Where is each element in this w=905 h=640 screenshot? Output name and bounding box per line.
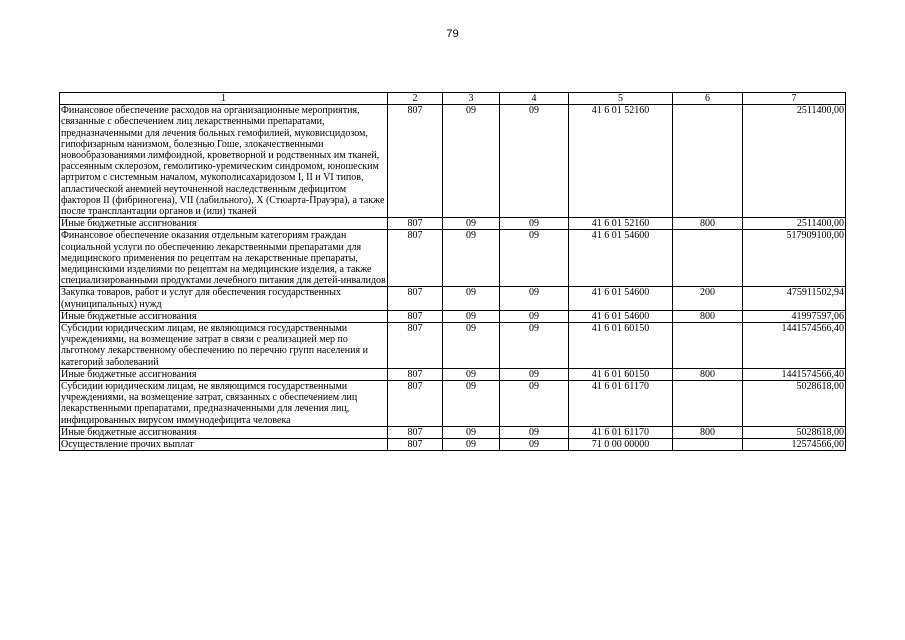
row-subsection-cell: 09 <box>500 218 569 230</box>
row-target-article-cell: 71 0 00 00000 <box>569 439 673 451</box>
row-name-cell: Закупка товаров, работ и услуг для обеспечения государственных (муниципальных) нужд <box>60 287 388 310</box>
row-amount-cell: 2511400,00 <box>743 105 846 218</box>
row-name-cell: Субсидии юридическим лицам, не являющимся государственными учреждениями, на возмещение затрат, связанных с обеспечением лиц лекарственными препаратами, предназначенными для лечения лиц, инфицированных вирусом иммунодефицита человека <box>60 381 388 427</box>
row-amount-cell: 5028618,00 <box>743 381 846 427</box>
row-subsection-cell: 09 <box>500 381 569 427</box>
row-target-article-cell: 41 6 01 52160 <box>569 105 673 218</box>
row-amount-cell: 12574566,00 <box>743 439 846 451</box>
row-target-article-cell: 41 6 01 54600 <box>569 230 673 287</box>
row-section-cell: 09 <box>443 310 500 322</box>
table-row <box>60 368 846 380</box>
table-row <box>60 310 846 322</box>
table-row <box>60 439 846 451</box>
row-expense-type-cell <box>673 323 743 369</box>
row-subsection-cell: 09 <box>500 230 569 287</box>
row-subsection-cell: 09 <box>500 287 569 310</box>
row-name-cell: Осуществление прочих выплат <box>60 439 388 451</box>
row-expense-type-cell: 800 <box>673 310 743 322</box>
table-row <box>60 287 846 310</box>
row-admin-code-cell: 807 <box>388 310 443 322</box>
row-target-article-cell: 41 6 01 60150 <box>569 323 673 369</box>
row-expense-type-cell: 800 <box>673 426 743 438</box>
page-number: 79 <box>446 28 459 40</box>
row-admin-code-cell: 807 <box>388 323 443 369</box>
table-row <box>60 218 846 230</box>
row-amount-cell: 517909100,00 <box>743 230 846 287</box>
row-subsection-cell: 09 <box>500 323 569 369</box>
row-expense-type-cell: 800 <box>673 218 743 230</box>
row-section-cell: 09 <box>443 426 500 438</box>
table-row <box>60 426 846 438</box>
row-section-cell: 09 <box>443 381 500 427</box>
row-expense-type-cell <box>673 105 743 218</box>
row-target-article-cell: 41 6 01 61170 <box>569 381 673 427</box>
row-subsection-cell: 09 <box>500 310 569 322</box>
table-header-row <box>60 93 846 105</box>
row-admin-code-cell: 807 <box>388 439 443 451</box>
row-admin-code-cell: 807 <box>388 230 443 287</box>
row-section-cell: 09 <box>443 218 500 230</box>
row-target-article-cell: 41 6 01 52160 <box>569 218 673 230</box>
row-name-cell: Иные бюджетные ассигнования <box>60 218 388 230</box>
row-target-article-cell: 41 6 01 54600 <box>569 287 673 310</box>
row-amount-cell: 5028618,00 <box>743 426 846 438</box>
row-amount-cell: 475911502,94 <box>743 287 846 310</box>
row-admin-code-cell: 807 <box>388 368 443 380</box>
row-expense-type-cell <box>673 439 743 451</box>
row-section-cell: 09 <box>443 439 500 451</box>
row-admin-code-cell: 807 <box>388 218 443 230</box>
row-admin-code-cell: 807 <box>388 381 443 427</box>
row-subsection-cell: 09 <box>500 368 569 380</box>
row-target-article-cell: 41 6 01 60150 <box>569 368 673 380</box>
row-admin-code-cell: 807 <box>388 105 443 218</box>
row-admin-code-cell: 807 <box>388 426 443 438</box>
table-row <box>60 323 846 369</box>
table-row <box>60 230 846 287</box>
column-header: 2 <box>388 93 443 105</box>
column-header: 6 <box>673 93 743 105</box>
table-row <box>60 105 846 218</box>
row-expense-type-cell <box>673 230 743 287</box>
budget-table <box>59 92 846 451</box>
row-section-cell: 09 <box>443 287 500 310</box>
row-subsection-cell: 09 <box>500 105 569 218</box>
column-header: 1 <box>60 93 388 105</box>
row-name-cell: Финансовое обеспечение расходов на организационные мероприятия, связанные с обеспечением лиц лекарственными препаратами, предназначенными для лечения больных гемофилией, муковисцидозом, гипофизарным нанизмом, болезнью Гоше, злокачественными новообразованиями лимфоидной, кроветворной и родственных им тканей, рассеянным склерозом, гемолитико-уремическим синдромом, юношеским артритом с системным началом, мукополисахаридозом I, II и VI типов, апластической анемией неуточненной наследственным дефицитом факторов II (фибриногена), VII (лабильного), X (Стюарта-Прауэра), а также после трансплантации органов и (или) тканей <box>60 105 388 218</box>
column-header: 3 <box>443 93 500 105</box>
row-name-cell: Иные бюджетные ассигнования <box>60 426 388 438</box>
row-section-cell: 09 <box>443 230 500 287</box>
row-subsection-cell: 09 <box>500 426 569 438</box>
row-name-cell: Иные бюджетные ассигнования <box>60 368 388 380</box>
row-name-cell: Субсидии юридическим лицам, не являющимся государственными учреждениями, на возмещение затрат в связи с реализацией мер по льготному лекарственному обеспечению по перечню групп населения и категорий заболеваний <box>60 323 388 369</box>
row-target-article-cell: 41 6 01 54600 <box>569 310 673 322</box>
row-amount-cell: 1441574566,40 <box>743 323 846 369</box>
column-header: 7 <box>743 93 846 105</box>
row-admin-code-cell: 807 <box>388 287 443 310</box>
row-amount-cell: 41997597,06 <box>743 310 846 322</box>
row-section-cell: 09 <box>443 368 500 380</box>
row-name-cell: Иные бюджетные ассигнования <box>60 310 388 322</box>
row-name-cell: Финансовое обеспечение оказания отдельным категориям граждан социальной услуги по обеспечению лекарственными препаратами для медицинского применения по рецептам на лекарственные препараты, медицинскими изделиями по рецептам на медицинские изделия, а также специализированными продуктами лечебного питания для детей-инвалидов <box>61 230 386 287</box>
row-expense-type-cell <box>673 381 743 427</box>
row-section-cell: 09 <box>443 323 500 369</box>
row-subsection-cell: 09 <box>500 439 569 451</box>
row-amount-cell: 2511400,00 <box>743 218 846 230</box>
row-section-cell: 09 <box>443 105 500 218</box>
row-target-article-cell: 41 6 01 61170 <box>569 426 673 438</box>
row-expense-type-cell: 800 <box>673 368 743 380</box>
column-header: 5 <box>569 93 673 105</box>
table-row <box>60 381 846 427</box>
row-amount-cell: 1441574566,40 <box>743 368 846 380</box>
column-header: 4 <box>500 93 569 105</box>
row-expense-type-cell: 200 <box>673 287 743 310</box>
